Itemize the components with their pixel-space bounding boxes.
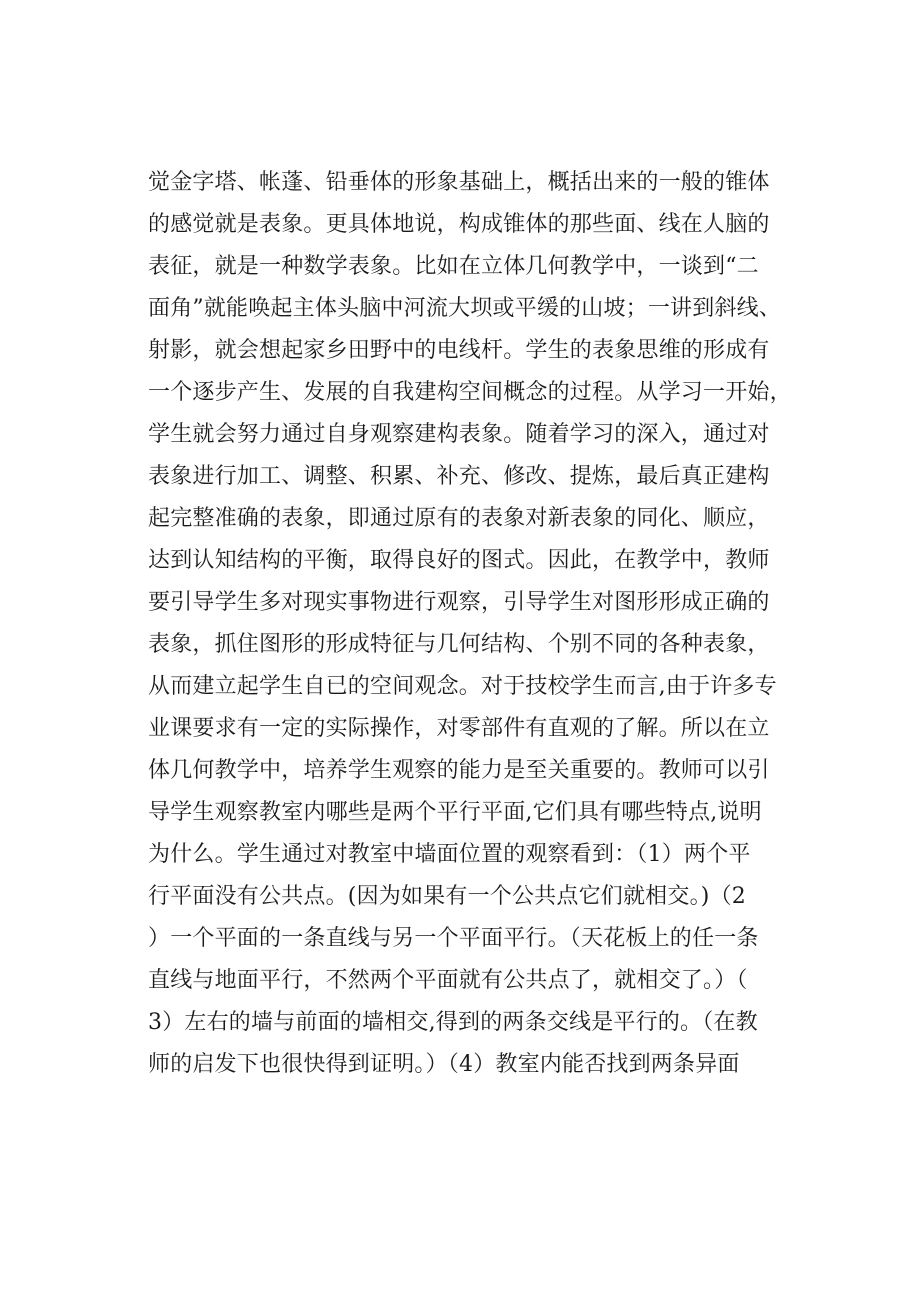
text-line: 师的启发下也很快得到证明。）（4）教室内能否找到两条异面 xyxy=(148,1052,740,1077)
text-line: 表象，抓住图形的形成特征与几何结构、个别不同的各种表象， xyxy=(148,632,770,657)
text-line: 表象进行加工、调整、积累、补充、修改、提炼，最后真正建构 xyxy=(148,464,770,489)
text-line: 一个逐步产生、发展的自我建构空间概念的过程。从学习一开始， xyxy=(148,380,792,405)
body-text xyxy=(148,162,828,1086)
text-line: 导学生观察教室内哪些是两个平行平面,它们具有哪些特点,说明 xyxy=(148,800,762,825)
text-line: 表征，就是一种数学表象。比如在立体几何教学中，一谈到“二 xyxy=(148,254,759,279)
text-line: 达到认知结构的平衡，取得良好的图式。因此，在教学中，教师 xyxy=(148,548,770,573)
text-line: 射影，就会想起家乡田野中的电线杆。学生的表象思维的形成有 xyxy=(148,338,770,363)
text-line: 面角”就能唤起主体头脑中河流大坝或平缓的山坡；一讲到斜线、 xyxy=(148,296,782,321)
text-line: ）一个平面的一条直线与另一个平面平行。（天花板上的任一条 xyxy=(148,926,759,951)
text-line: 为什么。学生通过对教室中墙面位置的观察看到：（1）两个平 xyxy=(148,842,751,867)
text-line: 要引导学生多对现实事物进行观察，引导学生对图形形成正确的 xyxy=(148,590,770,615)
text-line: 行平面没有公共点。(因为如果有一个公共点它们就相交。)（2 xyxy=(148,884,746,909)
text-line: 直线与地面平行，不然两个平面就有公共点了，就相交了。）（ xyxy=(148,968,748,993)
text-line: 体几何教学中，培养学生观察的能力是至关重要的。教师可以引 xyxy=(148,758,770,783)
text-line: 觉金字塔、帐蓬、铅垂体的形象基础上，概括出来的一般的锥体 xyxy=(148,170,770,195)
text-line: 学生就会努力通过自身观察建构表象。随着学习的深入，通过对 xyxy=(148,422,770,447)
text-line: 业课要求有一定的实际操作，对零部件有直观的了解。所以在立 xyxy=(148,716,770,741)
text-line: 的感觉就是表象。更具体地说，构成锥体的那些面、线在人脑的 xyxy=(148,212,770,237)
text-line: 3）左右的墙与前面的墙相交,得到的两条交线是平行的。（在教 xyxy=(148,1010,758,1035)
text-line: 从而建立起学生自已的空间观念。对于技校学生而言,由于许多专 xyxy=(148,674,777,699)
text-line: 起完整准确的表象，即通过原有的表象对新表象的同化、顺应， xyxy=(148,506,770,531)
